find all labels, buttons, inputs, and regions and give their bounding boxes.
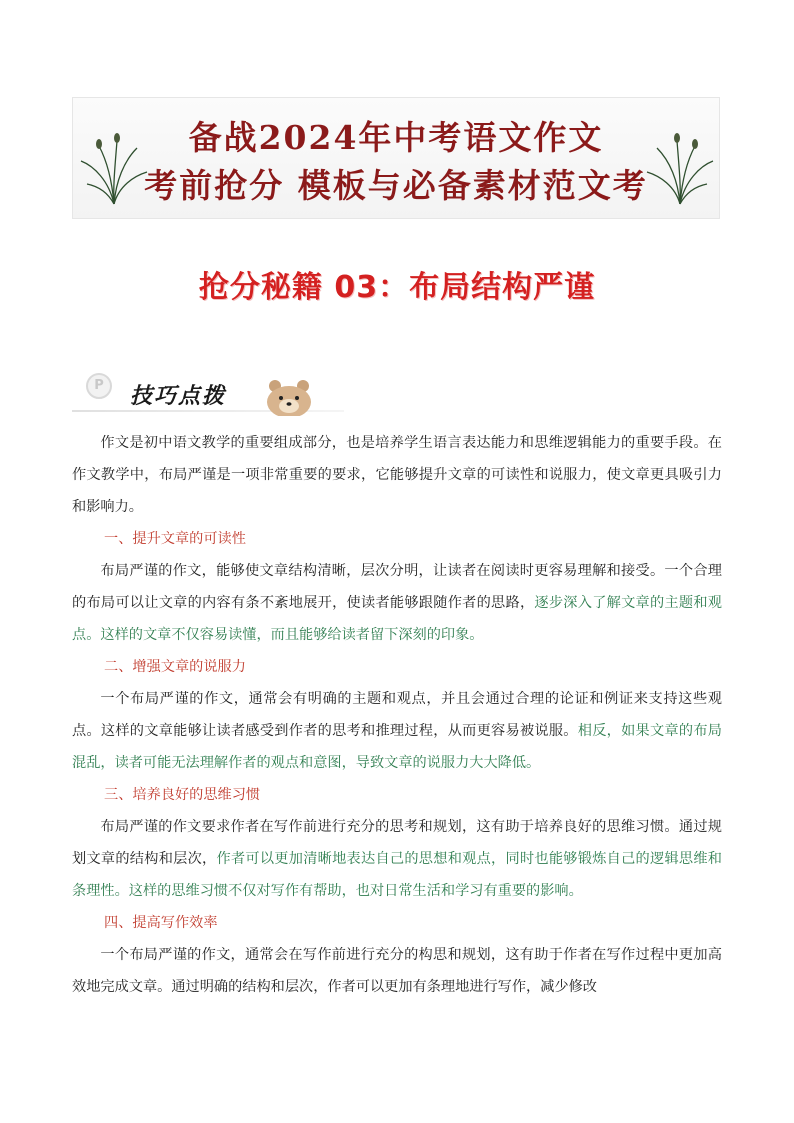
orchid-plant-icon: [645, 126, 715, 206]
paragraph-3: 布局严谨的作文要求作者在写作前进行充分的思考和规划，这有助于培养良好的思维习惯。通过规划文章的结构和层次，作者可以更加清晰地表达自己的思想和观点，同时也能够锻炼自己的逻辑思维和条理性。这样的思维习惯不仅对写作有帮助，也对日常生活和学习有重要的影响。: [72, 819, 722, 899]
heading-4: 四、提高写作效率: [104, 915, 218, 931]
heading-1: 一、提升文章的可读性: [104, 531, 246, 547]
paragraph-intro: 作文是初中语文教学的重要组成部分，也是培养学生语言表达能力和思维逻辑能力的重要手段。在作文教学中，布局严谨是一项非常重要的要求，它能够提升文章的可读性和说服力，使文章更具吸引力和影响力。: [72, 435, 722, 515]
paragraph-4: 一个布局严谨的作文，通常会在写作前进行充分的构思和规划，这有助于作者在写作过程中更加高效地完成文章。通过明确的结构和层次，作者可以更加有条理地进行写作，减少修改: [72, 947, 722, 995]
header-banner: [72, 97, 720, 219]
article-body: [72, 427, 722, 1003]
heading-3: 三、培养良好的思维习惯: [104, 787, 261, 803]
banner-title-line-2: 考前抢分 模板与必备素材范文考: [144, 166, 648, 205]
badge-p-icon: P: [86, 373, 112, 399]
paragraph-1: 布局严谨的作文，能够使文章结构清晰，层次分明，让读者在阅读时更容易理解和接受。一个合理的布局可以让文章的内容有条不紊地展开，使读者能够跟随作者的思路，逐步深入了解文章的主题和观点。这样的文章不仅容易读懂，而且能够给读者留下深刻的印象。: [72, 563, 722, 643]
badge-label: 技巧点拨: [130, 384, 227, 409]
banner-title-line-1: 备战2024年中考语文作文: [188, 118, 604, 157]
paragraph-2: 一个布局严谨的作文，通常会有明确的主题和观点，并且会通过合理的论证和例证来支持这些观点。这样的文章能够让读者感受到作者的思考和推理过程，从而更容易被说服。相反，如果文章的布局混乱，读者可能无法理解作者的观点和意图，导致文章的说服力大大降低。: [72, 691, 722, 771]
heading-2: 二、增强文章的说服力: [104, 659, 246, 675]
page-title: 抢分秘籍 03：布局结构严谨: [198, 270, 596, 305]
bear-mascot-icon: [263, 378, 319, 416]
